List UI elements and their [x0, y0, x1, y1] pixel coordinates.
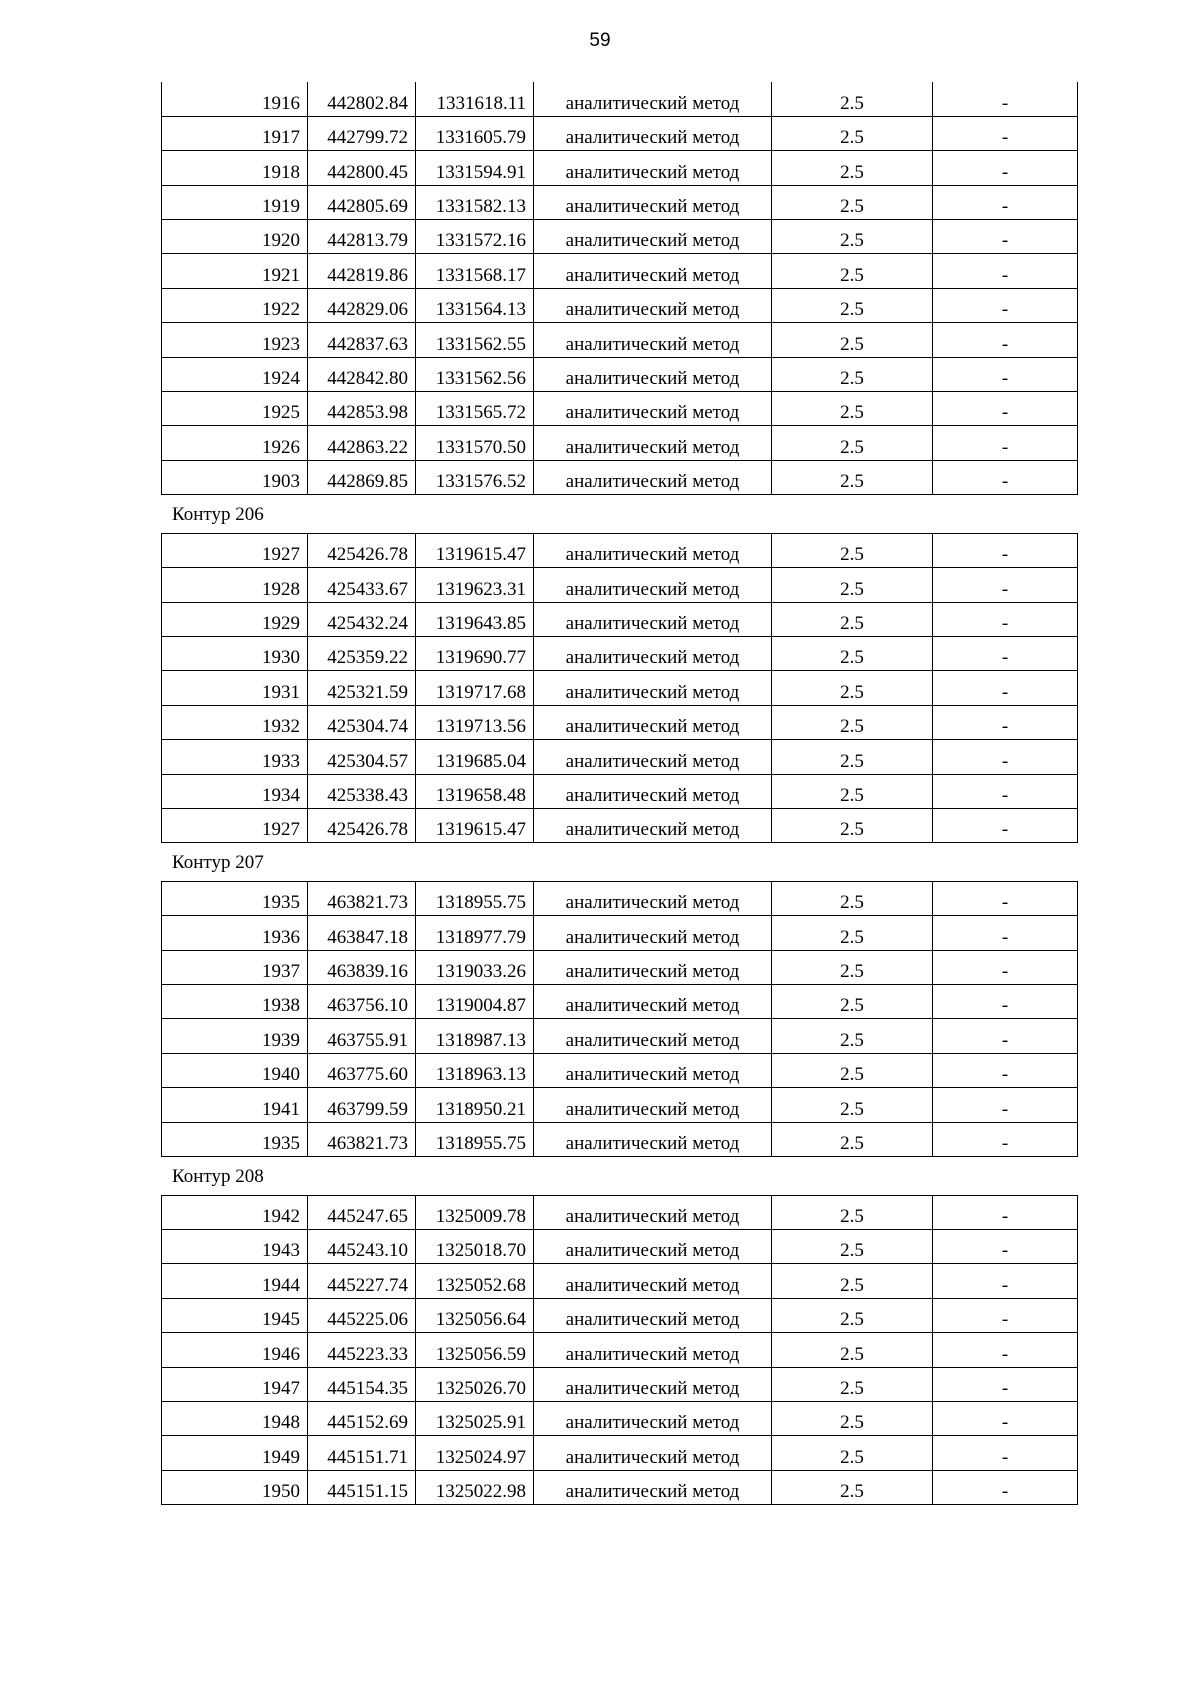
accuracy-cell: 2.5 [772, 881, 933, 915]
accuracy-cell: 2.5 [772, 1230, 933, 1264]
table-row [162, 1333, 1078, 1367]
y-coordinate-cell: 1331562.55 [416, 323, 534, 357]
point-number-cell: 1917 [162, 116, 308, 150]
method-cell: аналитический метод [534, 568, 772, 602]
coordinates-document [161, 82, 1077, 1505]
note-cell: - [933, 671, 1078, 705]
point-number-cell: 1943 [162, 1230, 308, 1264]
table-row [162, 151, 1078, 185]
table-row [162, 533, 1078, 567]
accuracy-cell: 2.5 [772, 1122, 933, 1156]
note-cell: - [933, 950, 1078, 984]
table-row [162, 116, 1078, 150]
x-coordinate-cell: 442802.84 [308, 82, 416, 116]
note-cell: - [933, 916, 1078, 950]
note-cell: - [933, 705, 1078, 739]
note-cell: - [933, 568, 1078, 602]
y-coordinate-cell: 1325025.91 [416, 1401, 534, 1435]
accuracy-cell: 2.5 [772, 602, 933, 636]
x-coordinate-cell: 442800.45 [308, 151, 416, 185]
note-cell: - [933, 1470, 1078, 1504]
note-cell: - [933, 1333, 1078, 1367]
table-row [162, 82, 1078, 116]
method-cell: аналитический метод [534, 1264, 772, 1298]
y-coordinate-cell: 1331618.11 [416, 82, 534, 116]
y-coordinate-cell: 1325018.70 [416, 1230, 534, 1264]
accuracy-cell: 2.5 [772, 82, 933, 116]
method-cell: аналитический метод [534, 985, 772, 1019]
x-coordinate-cell: 425426.78 [308, 808, 416, 842]
method-cell: аналитический метод [534, 808, 772, 842]
note-cell: - [933, 808, 1078, 842]
y-coordinate-cell: 1331582.13 [416, 185, 534, 219]
note-cell: - [933, 740, 1078, 774]
accuracy-cell: 2.5 [772, 950, 933, 984]
accuracy-cell: 2.5 [772, 392, 933, 426]
method-cell: аналитический метод [534, 950, 772, 984]
table-row [162, 568, 1078, 602]
note-cell: - [933, 323, 1078, 357]
table-row [162, 426, 1078, 460]
coordinates-table [161, 1195, 1078, 1506]
y-coordinate-cell: 1331576.52 [416, 460, 534, 494]
x-coordinate-cell: 445152.69 [308, 1401, 416, 1435]
point-number-cell: 1903 [162, 460, 308, 494]
accuracy-cell: 2.5 [772, 1298, 933, 1332]
x-coordinate-cell: 445151.15 [308, 1470, 416, 1504]
point-number-cell: 1948 [162, 1401, 308, 1435]
note-cell: - [933, 1264, 1078, 1298]
method-cell: аналитический метод [534, 1470, 772, 1504]
y-coordinate-cell: 1331568.17 [416, 254, 534, 288]
point-number-cell: 1918 [162, 151, 308, 185]
table-row [162, 460, 1078, 494]
table-row [162, 220, 1078, 254]
note-cell: - [933, 288, 1078, 322]
x-coordinate-cell: 442842.80 [308, 357, 416, 391]
accuracy-cell: 2.5 [772, 1367, 933, 1401]
y-coordinate-cell: 1331570.50 [416, 426, 534, 460]
method-cell: аналитический метод [534, 1333, 772, 1367]
point-number-cell: 1927 [162, 533, 308, 567]
point-number-cell: 1922 [162, 288, 308, 322]
note-cell: - [933, 116, 1078, 150]
accuracy-cell: 2.5 [772, 808, 933, 842]
method-cell: аналитический метод [534, 881, 772, 915]
note-cell: - [933, 1195, 1078, 1229]
table-row [162, 1122, 1078, 1156]
table-row [162, 881, 1078, 915]
y-coordinate-cell: 1331562.56 [416, 357, 534, 391]
x-coordinate-cell: 445243.10 [308, 1230, 416, 1264]
accuracy-cell: 2.5 [772, 636, 933, 670]
accuracy-cell: 2.5 [772, 1053, 933, 1087]
accuracy-cell: 2.5 [772, 1401, 933, 1435]
y-coordinate-cell: 1318987.13 [416, 1019, 534, 1053]
accuracy-cell: 2.5 [772, 533, 933, 567]
table-row [162, 740, 1078, 774]
note-cell: - [933, 1298, 1078, 1332]
method-cell: аналитический метод [534, 1195, 772, 1229]
table-row [162, 808, 1078, 842]
point-number-cell: 1944 [162, 1264, 308, 1298]
point-number-cell: 1924 [162, 357, 308, 391]
y-coordinate-cell: 1318955.75 [416, 1122, 534, 1156]
point-number-cell: 1935 [162, 881, 308, 915]
accuracy-cell: 2.5 [772, 568, 933, 602]
x-coordinate-cell: 445151.71 [308, 1436, 416, 1470]
x-coordinate-cell: 442829.06 [308, 288, 416, 322]
method-cell: аналитический метод [534, 1019, 772, 1053]
contour-title: Контур 206 [172, 504, 264, 526]
note-cell: - [933, 1401, 1078, 1435]
note-cell: - [933, 1367, 1078, 1401]
x-coordinate-cell: 463755.91 [308, 1019, 416, 1053]
note-cell: - [933, 1088, 1078, 1122]
accuracy-cell: 2.5 [772, 774, 933, 808]
table-row [162, 288, 1078, 322]
point-number-cell: 1923 [162, 323, 308, 357]
x-coordinate-cell: 442805.69 [308, 185, 416, 219]
x-coordinate-cell: 463756.10 [308, 985, 416, 1019]
x-coordinate-cell: 425359.22 [308, 636, 416, 670]
method-cell: аналитический метод [534, 1053, 772, 1087]
y-coordinate-cell: 1319717.68 [416, 671, 534, 705]
y-coordinate-cell: 1319033.26 [416, 950, 534, 984]
point-number-cell: 1946 [162, 1333, 308, 1367]
method-cell: аналитический метод [534, 1088, 772, 1122]
y-coordinate-cell: 1331564.13 [416, 288, 534, 322]
accuracy-cell: 2.5 [772, 116, 933, 150]
y-coordinate-cell: 1319623.31 [416, 568, 534, 602]
x-coordinate-cell: 463821.73 [308, 1122, 416, 1156]
x-coordinate-cell: 463775.60 [308, 1053, 416, 1087]
accuracy-cell: 2.5 [772, 460, 933, 494]
point-number-cell: 1921 [162, 254, 308, 288]
note-cell: - [933, 1436, 1078, 1470]
accuracy-cell: 2.5 [772, 288, 933, 322]
x-coordinate-cell: 463847.18 [308, 916, 416, 950]
x-coordinate-cell: 425304.74 [308, 705, 416, 739]
note-cell: - [933, 392, 1078, 426]
table-row [162, 636, 1078, 670]
method-cell: аналитический метод [534, 392, 772, 426]
note-cell: - [933, 357, 1078, 391]
point-number-cell: 1931 [162, 671, 308, 705]
method-cell: аналитический метод [534, 1367, 772, 1401]
accuracy-cell: 2.5 [772, 323, 933, 357]
y-coordinate-cell: 1331572.16 [416, 220, 534, 254]
y-coordinate-cell: 1331605.79 [416, 116, 534, 150]
method-cell: аналитический метод [534, 82, 772, 116]
table-row [162, 602, 1078, 636]
x-coordinate-cell: 425338.43 [308, 774, 416, 808]
point-number-cell: 1945 [162, 1298, 308, 1332]
x-coordinate-cell: 442863.22 [308, 426, 416, 460]
x-coordinate-cell: 442799.72 [308, 116, 416, 150]
table-row [162, 1053, 1078, 1087]
y-coordinate-cell: 1325056.64 [416, 1298, 534, 1332]
y-coordinate-cell: 1319004.87 [416, 985, 534, 1019]
accuracy-cell: 2.5 [772, 1436, 933, 1470]
table-row [162, 185, 1078, 219]
note-cell: - [933, 185, 1078, 219]
note-cell: - [933, 1053, 1078, 1087]
accuracy-cell: 2.5 [772, 254, 933, 288]
method-cell: аналитический метод [534, 636, 772, 670]
method-cell: аналитический метод [534, 1401, 772, 1435]
y-coordinate-cell: 1325026.70 [416, 1367, 534, 1401]
y-coordinate-cell: 1319658.48 [416, 774, 534, 808]
point-number-cell: 1925 [162, 392, 308, 426]
y-coordinate-cell: 1319690.77 [416, 636, 534, 670]
accuracy-cell: 2.5 [772, 671, 933, 705]
accuracy-cell: 2.5 [772, 1470, 933, 1504]
x-coordinate-cell: 425304.57 [308, 740, 416, 774]
table-row [162, 1367, 1078, 1401]
note-cell: - [933, 426, 1078, 460]
point-number-cell: 1927 [162, 808, 308, 842]
table-row [162, 774, 1078, 808]
accuracy-cell: 2.5 [772, 705, 933, 739]
point-number-cell: 1934 [162, 774, 308, 808]
accuracy-cell: 2.5 [772, 740, 933, 774]
x-coordinate-cell: 463821.73 [308, 881, 416, 915]
x-coordinate-cell: 463839.16 [308, 950, 416, 984]
y-coordinate-cell: 1331594.91 [416, 151, 534, 185]
table-row [162, 671, 1078, 705]
accuracy-cell: 2.5 [772, 185, 933, 219]
method-cell: аналитический метод [534, 774, 772, 808]
y-coordinate-cell: 1325022.98 [416, 1470, 534, 1504]
method-cell: аналитический метод [534, 916, 772, 950]
x-coordinate-cell: 442819.86 [308, 254, 416, 288]
y-coordinate-cell: 1318963.13 [416, 1053, 534, 1087]
accuracy-cell: 2.5 [772, 426, 933, 460]
contour-title: Контур 207 [172, 852, 264, 874]
y-coordinate-cell: 1325009.78 [416, 1195, 534, 1229]
method-cell: аналитический метод [534, 426, 772, 460]
point-number-cell: 1940 [162, 1053, 308, 1087]
point-number-cell: 1926 [162, 426, 308, 460]
y-coordinate-cell: 1318950.21 [416, 1088, 534, 1122]
table-row [162, 1264, 1078, 1298]
x-coordinate-cell: 445154.35 [308, 1367, 416, 1401]
method-cell: аналитический метод [534, 288, 772, 322]
accuracy-cell: 2.5 [772, 151, 933, 185]
method-cell: аналитический метод [534, 116, 772, 150]
table-row [162, 323, 1078, 357]
point-number-cell: 1930 [162, 636, 308, 670]
accuracy-cell: 2.5 [772, 1264, 933, 1298]
note-cell: - [933, 1122, 1078, 1156]
note-cell: - [933, 533, 1078, 567]
y-coordinate-cell: 1325052.68 [416, 1264, 534, 1298]
point-number-cell: 1941 [162, 1088, 308, 1122]
x-coordinate-cell: 425432.24 [308, 602, 416, 636]
point-number-cell: 1916 [162, 82, 308, 116]
y-coordinate-cell: 1318977.79 [416, 916, 534, 950]
method-cell: аналитический метод [534, 254, 772, 288]
coordinates-table [161, 82, 1078, 495]
x-coordinate-cell: 445223.33 [308, 1333, 416, 1367]
x-coordinate-cell: 445247.65 [308, 1195, 416, 1229]
table-row [162, 357, 1078, 391]
table-row [162, 1195, 1078, 1229]
coordinates-table [161, 533, 1078, 844]
x-coordinate-cell: 442813.79 [308, 220, 416, 254]
point-number-cell: 1939 [162, 1019, 308, 1053]
accuracy-cell: 2.5 [772, 220, 933, 254]
note-cell: - [933, 774, 1078, 808]
table-row [162, 1230, 1078, 1264]
method-cell: аналитический метод [534, 705, 772, 739]
accuracy-cell: 2.5 [772, 916, 933, 950]
accuracy-cell: 2.5 [772, 357, 933, 391]
y-coordinate-cell: 1318955.75 [416, 881, 534, 915]
method-cell: аналитический метод [534, 740, 772, 774]
point-number-cell: 1919 [162, 185, 308, 219]
accuracy-cell: 2.5 [772, 1088, 933, 1122]
note-cell: - [933, 1230, 1078, 1264]
point-number-cell: 1947 [162, 1367, 308, 1401]
method-cell: аналитический метод [534, 357, 772, 391]
point-number-cell: 1950 [162, 1470, 308, 1504]
accuracy-cell: 2.5 [772, 1019, 933, 1053]
note-cell: - [933, 460, 1078, 494]
note-cell: - [933, 220, 1078, 254]
table-row [162, 705, 1078, 739]
method-cell: аналитический метод [534, 533, 772, 567]
point-number-cell: 1936 [162, 916, 308, 950]
point-number-cell: 1935 [162, 1122, 308, 1156]
accuracy-cell: 2.5 [772, 985, 933, 1019]
y-coordinate-cell: 1319643.85 [416, 602, 534, 636]
accuracy-cell: 2.5 [772, 1333, 933, 1367]
x-coordinate-cell: 442837.63 [308, 323, 416, 357]
method-cell: аналитический метод [534, 1298, 772, 1332]
x-coordinate-cell: 442853.98 [308, 392, 416, 426]
x-coordinate-cell: 445227.74 [308, 1264, 416, 1298]
method-cell: аналитический метод [534, 1230, 772, 1264]
accuracy-cell: 2.5 [772, 1195, 933, 1229]
x-coordinate-cell: 425433.67 [308, 568, 416, 602]
point-number-cell: 1937 [162, 950, 308, 984]
table-row [162, 1088, 1078, 1122]
table-row [162, 1401, 1078, 1435]
y-coordinate-cell: 1325056.59 [416, 1333, 534, 1367]
x-coordinate-cell: 445225.06 [308, 1298, 416, 1332]
note-cell: - [933, 602, 1078, 636]
method-cell: аналитический метод [534, 1122, 772, 1156]
table-row [162, 916, 1078, 950]
point-number-cell: 1938 [162, 985, 308, 1019]
y-coordinate-cell: 1319685.04 [416, 740, 534, 774]
table-row [162, 1470, 1078, 1504]
coordinates-table [161, 881, 1078, 1157]
method-cell: аналитический метод [534, 185, 772, 219]
note-cell: - [933, 254, 1078, 288]
method-cell: аналитический метод [534, 671, 772, 705]
note-cell: - [933, 636, 1078, 670]
note-cell: - [933, 151, 1078, 185]
y-coordinate-cell: 1331565.72 [416, 392, 534, 426]
method-cell: аналитический метод [534, 460, 772, 494]
table-row [162, 950, 1078, 984]
y-coordinate-cell: 1319713.56 [416, 705, 534, 739]
method-cell: аналитический метод [534, 1436, 772, 1470]
y-coordinate-cell: 1319615.47 [416, 533, 534, 567]
point-number-cell: 1949 [162, 1436, 308, 1470]
y-coordinate-cell: 1325024.97 [416, 1436, 534, 1470]
point-number-cell: 1932 [162, 705, 308, 739]
point-number-cell: 1929 [162, 602, 308, 636]
x-coordinate-cell: 463799.59 [308, 1088, 416, 1122]
x-coordinate-cell: 425426.78 [308, 533, 416, 567]
x-coordinate-cell: 442869.85 [308, 460, 416, 494]
table-row [162, 1019, 1078, 1053]
note-cell: - [933, 82, 1078, 116]
note-cell: - [933, 985, 1078, 1019]
table-row [162, 1298, 1078, 1332]
point-number-cell: 1920 [162, 220, 308, 254]
x-coordinate-cell: 425321.59 [308, 671, 416, 705]
method-cell: аналитический метод [534, 151, 772, 185]
method-cell: аналитический метод [534, 220, 772, 254]
point-number-cell: 1928 [162, 568, 308, 602]
point-number-cell: 1933 [162, 740, 308, 774]
table-row [162, 1436, 1078, 1470]
note-cell: - [933, 881, 1078, 915]
table-row [162, 985, 1078, 1019]
method-cell: аналитический метод [534, 323, 772, 357]
table-row [162, 254, 1078, 288]
contour-title: Контур 208 [172, 1166, 264, 1188]
y-coordinate-cell: 1319615.47 [416, 808, 534, 842]
method-cell: аналитический метод [534, 602, 772, 636]
table-row [162, 392, 1078, 426]
page-number: 59 [589, 30, 611, 51]
note-cell: - [933, 1019, 1078, 1053]
point-number-cell: 1942 [162, 1195, 308, 1229]
